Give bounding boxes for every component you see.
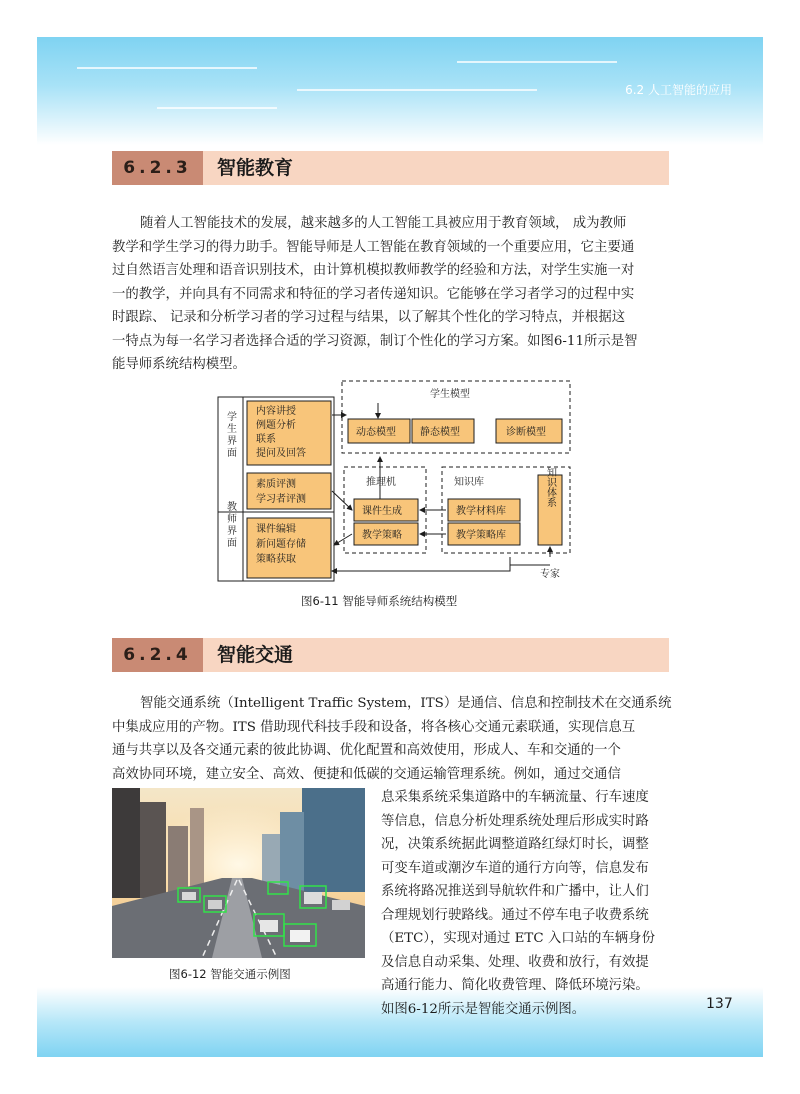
knowledge-system: 知识体系 xyxy=(544,467,556,507)
box-content-line: 联系 xyxy=(256,434,276,445)
dynamic-model: 动态模型 xyxy=(356,427,396,438)
page-number: 137 xyxy=(706,996,733,1012)
text-line: 一特点为每一名学习者选择合适的学习资源，制订个性化的学习方案。如图6-11所示是智 xyxy=(112,333,638,349)
text-line: 智能交通系统（Intelligent Traffic System，ITS）是通信、信息和控制技术在交通系统 xyxy=(140,696,672,711)
paragraph-traffic-full xyxy=(112,692,676,786)
student-model-title: 学生模型 xyxy=(430,389,470,400)
box-content-line: 提问及回答 xyxy=(256,448,306,459)
box-content-line: 内容讲授 xyxy=(256,406,296,417)
text-line: 过自然语言处理和语音识别技术，由计算机模拟教师教学的经验和方法，对学生实施一对 xyxy=(112,263,635,278)
paragraph-education xyxy=(112,212,676,377)
text-line: 系统将路况推送到导航软件和广播中，让人们 xyxy=(381,884,649,899)
text-line: （ETC），实现对通过 ETC 入口站的车辆身份 xyxy=(381,931,655,946)
kb-title: 知识库 xyxy=(454,477,484,488)
text-line: 等信息，信息分析处理系统处理后形成实时路 xyxy=(381,813,649,829)
box-teacher-line: 策略获取 xyxy=(256,554,296,565)
student-ui-label: 学生界面 xyxy=(224,411,236,459)
text-line: 中集成应用的产物。ITS 借助现代科技手段和设备，将各核心交通元素联通，实现信息互 xyxy=(112,719,636,735)
text-line: 能导师系统结构模型。 xyxy=(112,357,246,372)
teach-strategy: 教学策略 xyxy=(362,530,402,541)
section-title: 智能教育 xyxy=(217,157,294,179)
intelligent-tutor-diagram xyxy=(210,375,580,585)
text-line: 随着人工智能技术的发展，越来越多的人工智能工具被应用于教育领域， 成为教师 xyxy=(140,216,627,231)
box-teacher-line: 课件编辑 xyxy=(256,524,296,535)
text-line: 及信息自动采集、处理、收费和放行，有效提 xyxy=(381,954,649,970)
text-line: 教学和学生学习的得力助手。智能导师是人工智能在教育领域的一个重要应用，它主要通 xyxy=(112,239,635,255)
figure-612-caption: 图6-12 智能交通示例图 xyxy=(169,967,291,981)
section-number: 6.2.4 xyxy=(112,638,203,672)
text-line: 可变车道或潮汐车道的通行方向等，信息发布 xyxy=(381,860,649,876)
text-line: 息采集系统采集道路中的车辆流量、行车速度 xyxy=(381,790,649,805)
section-heading-623 xyxy=(112,151,669,185)
diagnosis-model: 诊断模型 xyxy=(506,427,546,438)
text-line: 合理规划行驶路线。通过不停车电子收费系统 xyxy=(381,907,649,923)
strategy-lib: 教学策略库 xyxy=(456,530,506,541)
text-line: 高通行能力、简化收费管理、降低环境污染。 xyxy=(381,978,649,993)
box-eval-line: 学习者评测 xyxy=(256,494,306,505)
text-line: 况，决策系统据此调整道路红绿灯时长，调整 xyxy=(381,837,649,852)
teacher-ui-label: 教师界面 xyxy=(224,501,236,549)
text-line: 如图6-12所示是智能交通示例图。 xyxy=(381,1001,586,1017)
expert-label: 专家 xyxy=(540,569,560,580)
section-title: 智能交通 xyxy=(217,644,294,666)
course-gen: 课件生成 xyxy=(362,506,402,517)
box-teacher-line: 新问题存储 xyxy=(256,539,306,550)
box-content-line: 例题分析 xyxy=(256,420,296,431)
text-line: 高效协同环境，建立安全、高效、便捷和低碳的交通运输管理系统。例如，通过交通信 xyxy=(112,766,621,782)
static-model: 静态模型 xyxy=(420,427,460,438)
figure-611-caption: 图6-11 智能导师系统结构模型 xyxy=(301,594,458,608)
smart-traffic-photo xyxy=(112,788,365,958)
chapter-running-header: 6.2 人工智能的应用 xyxy=(625,83,732,97)
text-line: 一的教学，并向具有不同需求和特征的学习者传递知识。它能够在学习者学习的过程中实 xyxy=(112,286,635,302)
paragraph-traffic-side xyxy=(381,786,677,1021)
inference-title: 推理机 xyxy=(366,477,396,488)
section-number: 6.2.3 xyxy=(112,151,203,185)
text-line: 通与共享以及各交通元素的彼此协调、优化配置和高效使用，形成人、车和交通的一个 xyxy=(112,743,621,758)
text-line: 时跟踪、 记录和分析学习者的学习过程与结果，以了解其个性化的学习特点，并根据这 xyxy=(112,310,626,325)
section-heading-624 xyxy=(112,638,669,672)
material-lib: 教学材料库 xyxy=(456,506,506,517)
box-eval-line: 素质评测 xyxy=(256,479,296,490)
